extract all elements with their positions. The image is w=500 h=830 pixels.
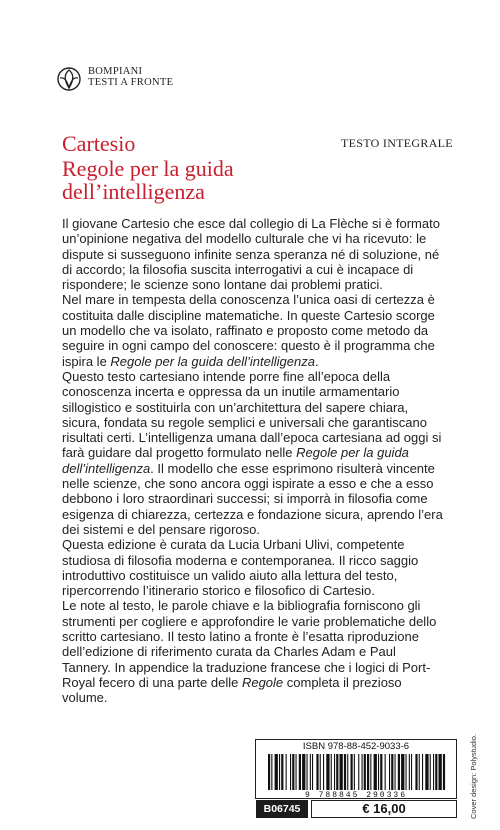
barcode-digits: 9 788845 290336 (304, 791, 407, 800)
barcode-bar (364, 754, 366, 790)
barcode-bar (398, 754, 400, 790)
barcode-bar (391, 754, 393, 790)
blurb-paragraph: Le note al testo, le parole chiave e la bibliografia forniscono gli strumenti per cogliere e approfondire le varie problematiche dello scritto cartesiano. Il testo latino a fronte è l’esatta riproduzione dell’edizione di riferimento curata da Charles Adam e Paul Tannery. In appendice la traduzione francese che i logici di Port-Royal fecero di una parte delle Regole completa il prezioso volume. (62, 598, 437, 706)
isbn-barcode (255, 739, 457, 799)
book-author: Cartesio (62, 131, 136, 156)
publisher-line-2: TESTI A FRONTE (88, 77, 174, 88)
blurb-paragraph: Nel mare in tempesta della conoscenza l’unica oasi di certezza è costituita dalle discipline matematiche. In queste Cartesio scorge un modello che va isolato, raffinato e proposto come metodo da seguire in ogni campo del conoscere: questo è il programma che ispira le Regole per la guida dell’intelligenza. (62, 292, 435, 369)
barcode-bar (275, 754, 278, 790)
back-cover-blurb (62, 216, 446, 706)
blurb-paragraph: Questa edizione è curata da Lucia Urbani Ulivi, competente studiosa di filosofia moderna e contemporanea. Il ricco saggio introduttivo costituisce un valido aiuto alla lettura del testo, ripercorrendo l’itinerario storico e filosofico di Cartesio. (62, 537, 419, 599)
book-title: Regole per la guida dell’intelligenza (62, 156, 234, 204)
barcode-bar (351, 754, 353, 790)
barcode-bar (419, 754, 420, 790)
price: € 16,00 (311, 800, 457, 818)
barcode-bar (411, 754, 412, 790)
barcode-bar (395, 754, 396, 790)
barcode-bar (340, 754, 343, 790)
bompiani-logo-icon (56, 66, 82, 92)
barcode-bar (312, 754, 313, 790)
barcode-bar (334, 754, 335, 790)
barcode-bar (378, 754, 379, 790)
barcode-bar (370, 754, 371, 790)
isbn-label: ISBN 978-88-452-9033-6 (302, 741, 410, 752)
barcode-bar (430, 754, 431, 790)
barcode-bar (271, 754, 272, 790)
barcode-bar (422, 754, 423, 790)
barcode-bar (307, 754, 308, 790)
barcode-bar (316, 754, 318, 790)
cover-design-credit: Cover design: Polystudio. (469, 733, 478, 819)
barcode-bar (380, 754, 382, 790)
barcode-bar (326, 754, 329, 790)
barcode-bar (425, 754, 428, 790)
barcode-bar (279, 754, 280, 790)
barcode-bar (409, 754, 410, 790)
barcode-bar (344, 754, 346, 790)
barcode-bar (320, 754, 321, 790)
barcode-bar (374, 754, 377, 790)
publisher-line-1: BOMPIANI (88, 66, 143, 77)
barcode-bar (336, 754, 338, 790)
barcode-bar (296, 754, 297, 790)
blurb-paragraph: Il giovane Cartesio che esce dal collegio di La Flèche si è formato un’opinione negativa del modello culturale che vi ha ricevuto: le dispute si susseguono infinite senza speranza né di soluzione, né di accordo; la filosofia suscita interrogativi a cui è incapace di rispondere; le scienze sono lontane dai problemi pratici. (62, 216, 440, 293)
barcode-bar (281, 754, 283, 790)
barcode-bar (354, 754, 355, 790)
product-code: B06745 (256, 800, 308, 818)
barcode-bar (435, 754, 437, 790)
barcode-bar (439, 754, 442, 790)
barcode-bar (415, 754, 417, 790)
barcode-bar (290, 754, 291, 790)
barcode-bar (433, 754, 434, 790)
barcode-bar (362, 754, 363, 790)
barcode-bar (367, 754, 369, 790)
edition-tag: TESTO INTEGRALE (341, 136, 453, 150)
barcode-bar (286, 754, 287, 790)
publisher-name (88, 66, 173, 88)
barcode-bar (389, 754, 390, 790)
barcode-bar (401, 754, 404, 790)
barcode-bar (406, 754, 407, 790)
barcode-bar (268, 754, 270, 790)
barcode-bar (299, 754, 301, 790)
barcode-bar (323, 754, 324, 790)
barcode-bar (302, 754, 305, 790)
blurb-paragraph: Questo testo cartesiano intende porre fine all’epoca della conoscenza incerta e oppressa da un inutile armamentario sillogistico e sostituirla con un’architettura del sapere chiara, sicura, fondata su regole semplici e universali che garantiscano risultati certi. L’intelligenza umana dall’epoca cartesiana ad oggi si farà guidare dal progetto formulato nelle Regole per la guida dell’intelligenza. Il modello che esse esprimono risulterà vincente nelle scienze, che sono ancora oggi ispirate a esso e che a esso debbono i loro straordinari successi; si imporrà in filosofia come esigenza di chiarezza, certezza e fondazione sicura, aprendo l’era dei sistemi e del pensare rigoroso. (62, 368, 443, 537)
barcode-bar (385, 754, 386, 790)
barcode-bar (331, 754, 332, 790)
barcode-bar (443, 754, 445, 790)
barcode-bar (347, 754, 348, 790)
barcode-bar (358, 754, 359, 790)
barcode-bars (266, 754, 446, 790)
barcode-bar (292, 754, 294, 790)
barcode-bar (310, 754, 311, 790)
